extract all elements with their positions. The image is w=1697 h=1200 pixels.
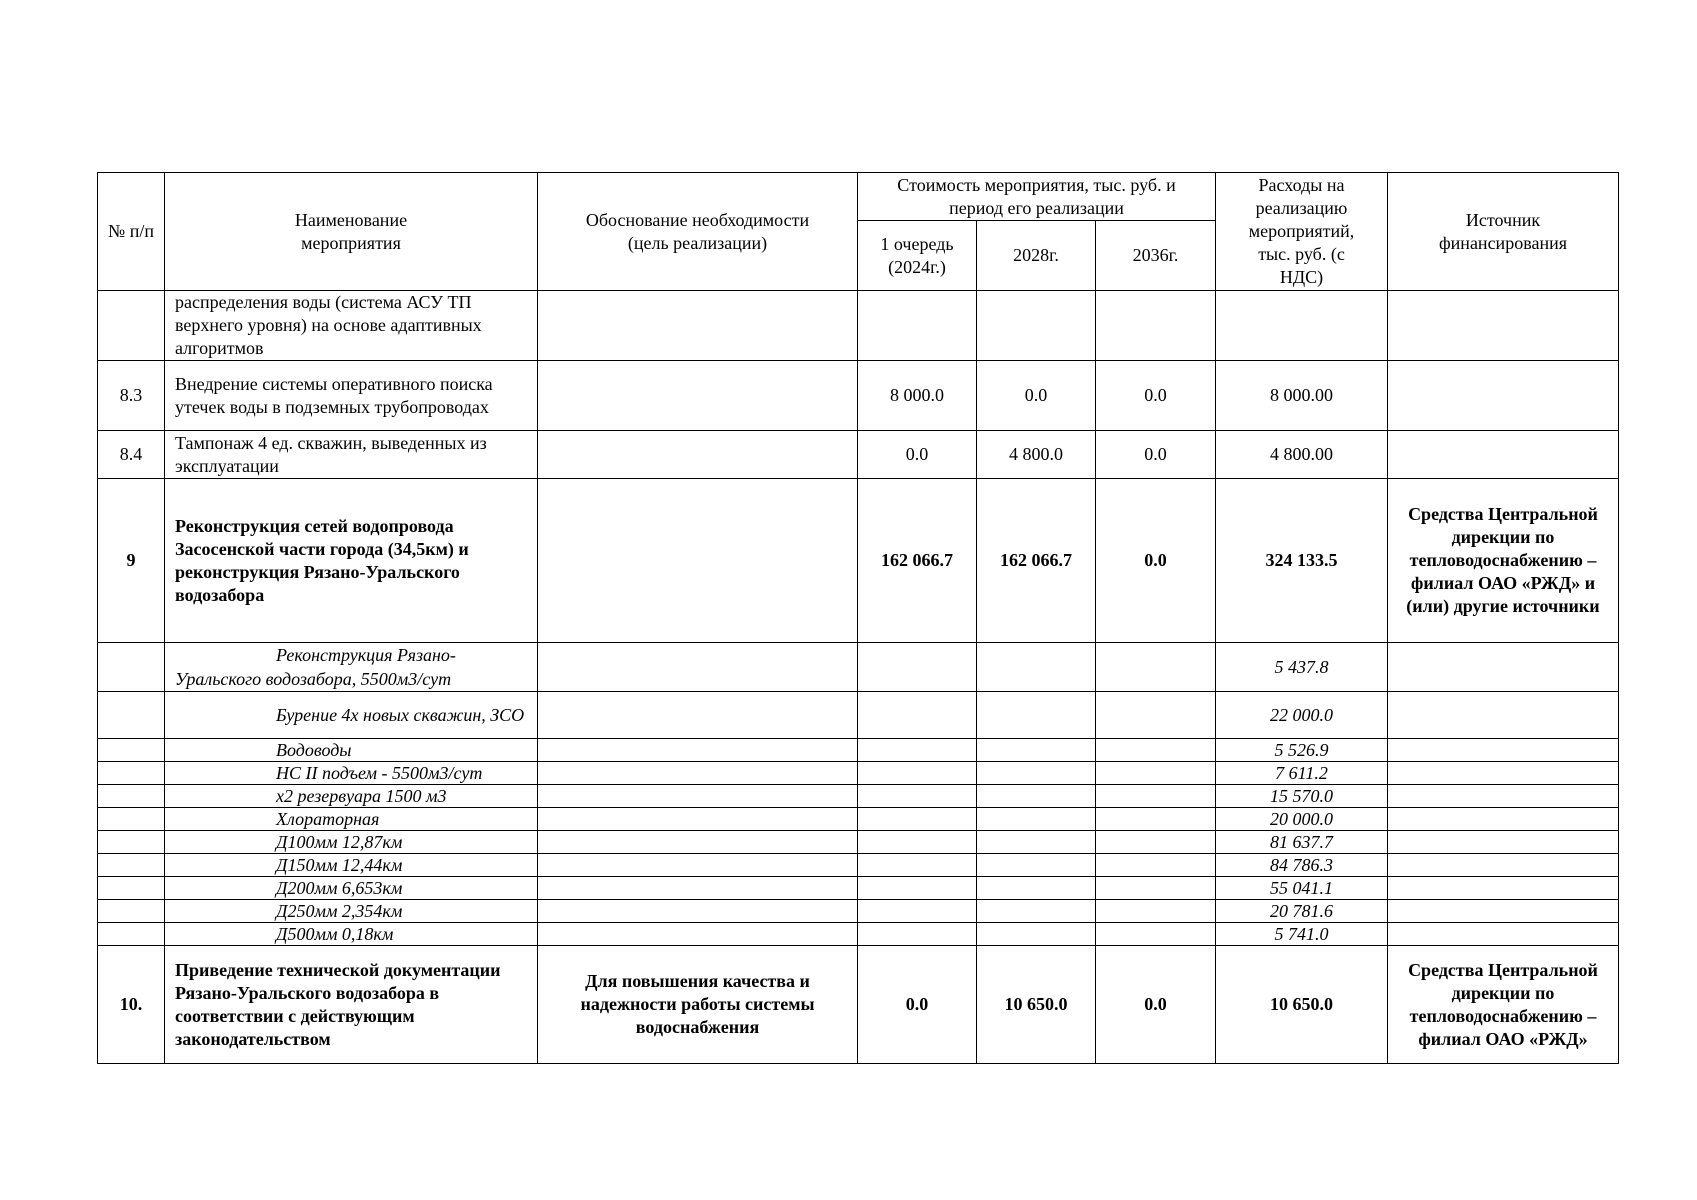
sub-row-amount: 81 637.7 [1216,831,1388,854]
row-num: 8.4 [98,431,165,479]
row-2036: 0.0 [1096,946,1216,1064]
row-source: Средства Центральной дирекции по тепловодоснабжению – филиал ОАО «РЖД» [1388,946,1619,1064]
sub-row-name: Д500мм 0,18км [165,923,538,946]
row-source [1388,361,1619,431]
row-justification: Для повышения качества и надежности работы системы водоснабжения [538,946,858,1064]
row-total: 4 800.00 [1216,431,1388,479]
sub-row [98,900,1619,923]
row-2028: 10 650.0 [977,946,1096,1064]
sub-row-amount: 20 781.6 [1216,900,1388,923]
row-justification [538,431,858,479]
sub-row-amount: 7 611.2 [1216,762,1388,785]
row-total [1216,291,1388,361]
sub-row-amount: 84 786.3 [1216,854,1388,877]
row-stage1: 8 000.0 [858,361,977,431]
sub-row [98,692,1619,739]
measures-table [97,172,1619,1064]
header-expenses: Расходы на реализацию мероприятий, тыс. руб. (с НДС) [1216,173,1388,291]
sub-row [98,854,1619,877]
header-stage1: 1 очередь (2024г.) [858,221,977,291]
table-row [98,291,1619,361]
row-total: 8 000.00 [1216,361,1388,431]
sub-row-amount: 15 570.0 [1216,785,1388,808]
sub-row-name: Бурение 4х новых скважин, ЗСО [165,692,538,739]
header-name: Наименование мероприятия [165,173,538,291]
sub-row [98,923,1619,946]
row-num: 9 [98,479,165,643]
table-row [98,946,1619,1064]
row-source: Средства Центральной дирекции по тепловодоснабжению – филиал ОАО «РЖД» и (или) другие источники [1388,479,1619,643]
row-justification [538,361,858,431]
sub-row [98,831,1619,854]
sub-row-name: Хлораторная [165,808,538,831]
row-name: Приведение технической документации Рязано-Уральского водозабора в соответствии с действующим законодательством [165,946,538,1064]
row-2036 [1096,291,1216,361]
header-2036: 2036г. [1096,221,1216,291]
sub-row-amount: 55 041.1 [1216,877,1388,900]
header-source: Источник финансирования [1388,173,1619,291]
row-source [1388,291,1619,361]
sub-row-name: Д200мм 6,653км [165,877,538,900]
row-total: 324 133.5 [1216,479,1388,643]
sub-row [98,739,1619,762]
sub-row [98,877,1619,900]
table-row [98,479,1619,643]
row-source [1388,431,1619,479]
sub-row [98,808,1619,831]
sub-row-name: х2 резервуара 1500 м3 [165,785,538,808]
sub-row [98,785,1619,808]
sub-row-name: Д150мм 12,44км [165,854,538,877]
sub-row-amount: 20 000.0 [1216,808,1388,831]
sub-row-name: НС II подъем - 5500м3/сут [165,762,538,785]
row-2036: 0.0 [1096,479,1216,643]
row-stage1: 162 066.7 [858,479,977,643]
row-total: 10 650.0 [1216,946,1388,1064]
table-row [98,361,1619,431]
header-2028: 2028г. [977,221,1096,291]
row-num [98,291,165,361]
row-2036: 0.0 [1096,431,1216,479]
table-row [98,431,1619,479]
row-2028: 4 800.0 [977,431,1096,479]
row-justification [538,479,858,643]
row-name: Реконструкция сетей водопровода Засосенской части города (34,5км) и реконструкция Рязано-Уральского водозабора [165,479,538,643]
sub-row-name: Д250мм 2,354км [165,900,538,923]
row-2028: 162 066.7 [977,479,1096,643]
header-num: № п/п [98,173,165,291]
row-name: Внедрение системы оперативного поиска утечек воды в подземных трубопроводах [165,361,538,431]
sub-row-amount: 5 437.8 [1216,643,1388,692]
row-num: 8.3 [98,361,165,431]
sub-row-name: Реконструкция Рязано-Уральского водозабора, 5500м3/сут [165,643,538,692]
sub-row-amount: 5 526.9 [1216,739,1388,762]
sub-row [98,762,1619,785]
row-stage1 [858,291,977,361]
row-justification [538,291,858,361]
row-2036: 0.0 [1096,361,1216,431]
sub-row-name: Водоводы [165,739,538,762]
sub-row-amount: 22 000.0 [1216,692,1388,739]
sub-row [98,643,1619,692]
row-name: Тампонаж 4 ед. скважин, выведенных из эксплуатации [165,431,538,479]
row-name: распределения воды (система АСУ ТП верхнего уровня) на основе адаптивных алгоритмов [165,291,538,361]
row-2028: 0.0 [977,361,1096,431]
header-justification: Обоснование необходимости (цель реализации) [538,173,858,291]
sub-row-name: Д100мм 12,87км [165,831,538,854]
row-stage1: 0.0 [858,946,977,1064]
row-2028 [977,291,1096,361]
sub-row-amount: 5 741.0 [1216,923,1388,946]
header-cost-group: Стоимость мероприятия, тыс. руб. и период его реализации [858,173,1216,221]
row-num: 10. [98,946,165,1064]
row-stage1: 0.0 [858,431,977,479]
